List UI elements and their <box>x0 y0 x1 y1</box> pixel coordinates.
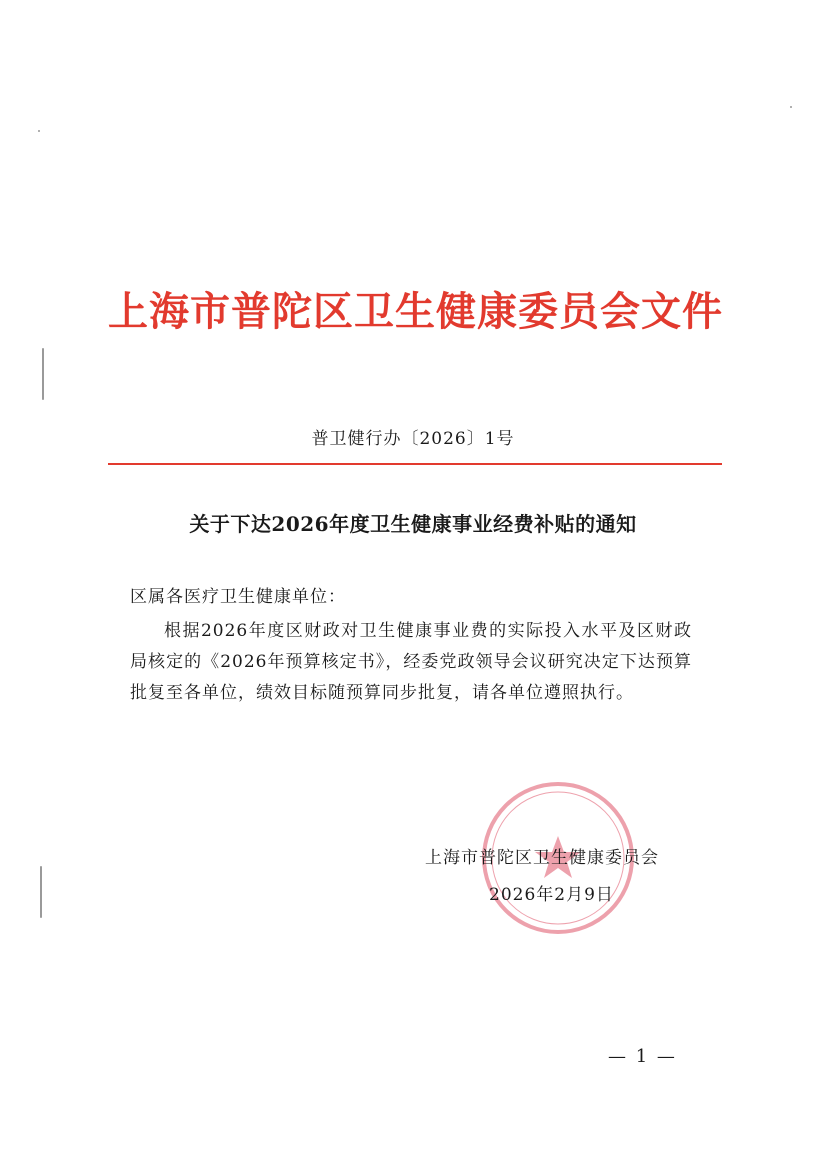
scan-speck <box>38 130 40 132</box>
signature-date: 2026年2月9日 <box>489 885 614 905</box>
scan-speck <box>790 106 792 108</box>
body-paragraph: 根据2026年度区财政对卫生健康事业费的实际投入水平及区财政局核定的《2026年预算核定书》，经委党政领导会议研究决定下达预算批复至各单位，绩效目标随预算同步批复，请各单位遵照执行。 <box>130 621 692 703</box>
red-divider <box>108 463 722 465</box>
addressee: 区属各医疗卫生健康单位： <box>130 587 346 607</box>
signature-organization: 上海市普陀区卫生健康委员会 <box>425 848 659 868</box>
header-title: 上海市普陀区卫生健康委员会文件 <box>108 288 723 335</box>
page-number: — 1 — <box>608 1046 677 1067</box>
notice-title: 关于下达2026年度卫生健康事业经费补贴的通知 <box>189 512 637 536</box>
binding-mark-top <box>42 348 44 400</box>
document-number: 普卫健行办〔2026〕1号 <box>311 429 515 449</box>
binding-mark-bottom <box>40 866 42 918</box>
